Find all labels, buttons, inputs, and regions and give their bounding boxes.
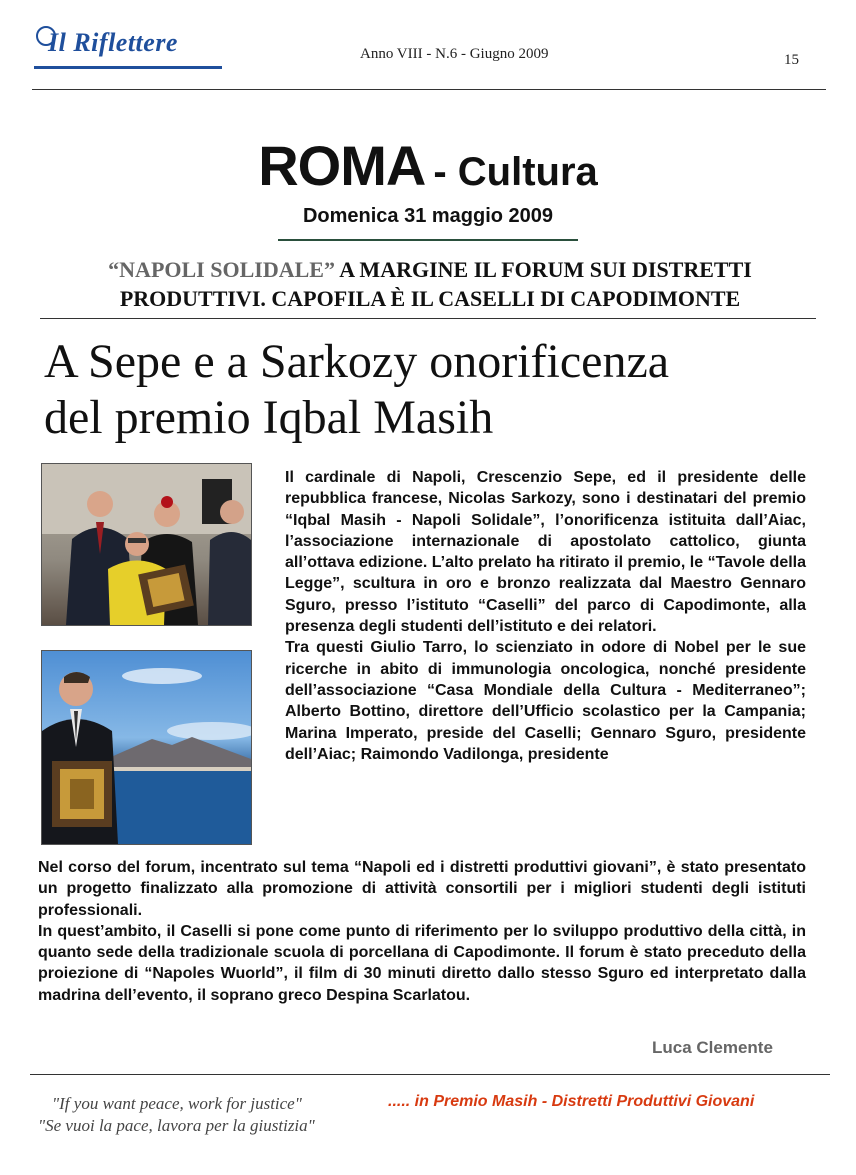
article-column-right <box>285 467 806 765</box>
author-byline: Luca Clemente <box>652 1038 773 1057</box>
page-number: 15 <box>784 52 799 68</box>
header-divider <box>32 89 826 90</box>
motto-english: "If you want peace, work for justice" <box>52 1094 302 1113</box>
footer-tagline: ..... in Premio Masih - Distretti Produttivi Giovani <box>388 1093 755 1110</box>
kicker-divider <box>40 318 816 319</box>
kicker-line2: PRODUTTIVI. CAPOFILA È IL CASELLI DI CAPODIMONTE <box>119 286 741 311</box>
section-city: ROMA <box>258 134 426 197</box>
article-paragraph-1: Il cardinale di Napoli, Crescenzio Sepe, ed il presidente delle repubblica francese, Nicolas Sarkozy, sono i destinatari del premio “Iqbal Masih - Napoli Solidale”, l’onorificenza istituita dall’Aiac, l’associazione internazionale di apostolato cattolico, giunta all’ottava edizione. L’alto prelato ha ritirato il premio, le “Tavole della Legge”, scultura in oro e bronzo realizzata dal Maestro Gennaro Sguro, presso l’istituto “Caselli” del parco di Capodimonte, alla presenza degli studenti dell’istituto e dei relatori. <box>285 469 806 636</box>
headline-line2: del premio Iqbal Masih <box>44 391 494 444</box>
motto-italian: "Se vuoi la pace, lavora per la giustizia" <box>38 1116 315 1135</box>
photo-award-ceremony-image <box>42 464 251 625</box>
photo-sarkozy-vesuvius-image <box>42 651 251 844</box>
issue-info: Anno VIII - N.6 - Giugno 2009 <box>360 46 549 62</box>
photo-award-ceremony <box>41 463 252 626</box>
kicker-quote: “NAPOLI SOLIDALE” <box>108 257 335 282</box>
kicker-line1: A MARGINE IL FORUM SUI DISTRETTI <box>339 257 752 282</box>
headline-line1: A Sepe e a Sarkozy onorificenza <box>44 335 670 388</box>
photo-sarkozy-vesuvius <box>41 650 252 845</box>
section-heading <box>0 133 856 198</box>
newspaper-logo <box>34 24 224 72</box>
article-paragraph-3: Nel corso del forum, incentrato sul tema “Napoli ed i distretti produttivi giovani”, è stato presentato un progetto finalizzato alla promozione di attività consortili per i migliori studenti degli istituti professionali. <box>38 859 806 919</box>
article-date: Domenica 31 maggio 2009 <box>302 205 554 227</box>
headline <box>44 334 824 446</box>
logo-text: Il Riflettere <box>48 28 178 57</box>
footer-divider <box>30 1074 830 1075</box>
article-paragraph-2: Tra questi Giulio Tarro, lo scienziato in odore di Nobel per le sue ricerche in abito di immunologia oncologica, nonché presidente dell’associazione “Casa Mondiale della Cultura - Mediterraneo”; Alberto Bottino, direttore dell’Ufficio scolastico per la Campania; Marina Imperato, preside del Caselli; Gennaro Sguro, presidente dell’Aiac; Raimondo Vadilonga, presidente <box>285 639 806 763</box>
article-paragraph-4: In quest’ambito, il Caselli si pone come punto di riferimento per lo sviluppo produttivo della città, in quanto sede della tradizionale scuola di porcellana di Capodimonte. Il forum è stato preceduto della proiezione di “Napoles Wuorld”, il film di 30 minuti diretto dallo stesso Sguro ed interpretato dalla madrina dell’evento, il soprano greco Despina Scarlatou. <box>38 922 806 1004</box>
kicker <box>40 255 820 313</box>
date-underline <box>278 239 578 241</box>
article-column-full <box>38 857 806 1006</box>
section-topic: - Cultura <box>433 150 598 194</box>
logo-underline <box>34 66 222 69</box>
